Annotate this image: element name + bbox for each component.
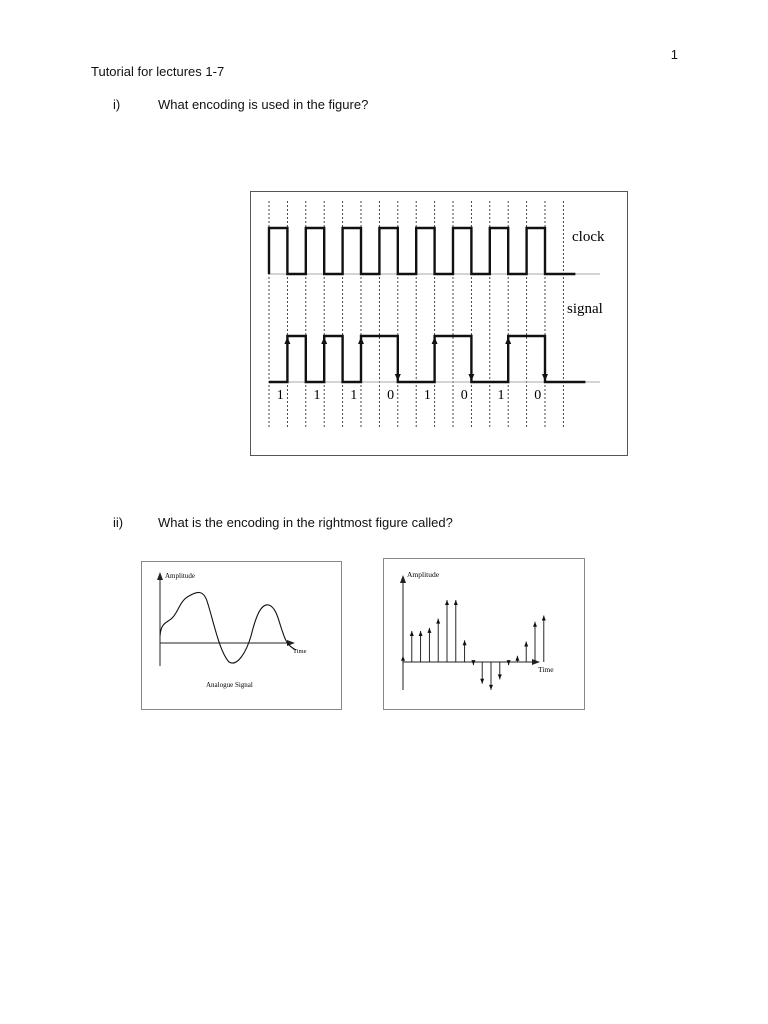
page-number: 1 bbox=[670, 47, 678, 62]
sampled-signal-plot bbox=[383, 558, 585, 710]
bit-label: 1 bbox=[276, 388, 284, 403]
analogue-caption: Analogue Signal bbox=[206, 681, 253, 689]
time-label: Time bbox=[538, 665, 554, 674]
analogue-signal-plot bbox=[141, 561, 342, 710]
tutorial-title: Tutorial for lectures 1-7 bbox=[91, 64, 225, 79]
question-1-number: i) bbox=[113, 97, 121, 112]
time-label: Time bbox=[293, 648, 307, 655]
amplitude-label: Amplitude bbox=[407, 570, 440, 579]
bit-label: 0 bbox=[387, 388, 395, 403]
question-2-number: ii) bbox=[113, 515, 124, 530]
signal-label: signal bbox=[567, 301, 603, 317]
question-2-text: What is the encoding in the rightmost figure called? bbox=[158, 515, 453, 530]
sampled-signal-figure bbox=[383, 558, 585, 710]
bit-label: 0 bbox=[460, 388, 468, 403]
question-1-text: What encoding is used in the figure? bbox=[158, 97, 369, 112]
timing-diagram-figure bbox=[250, 191, 628, 456]
bit-label: 0 bbox=[534, 388, 542, 403]
bit-label: 1 bbox=[497, 388, 505, 403]
analogue-signal-figure bbox=[141, 561, 342, 710]
timing-diagram bbox=[250, 191, 628, 456]
bit-label: 1 bbox=[350, 388, 358, 403]
amplitude-label: Amplitude bbox=[165, 572, 195, 580]
bit-label: 1 bbox=[313, 388, 321, 403]
bit-label: 1 bbox=[423, 388, 431, 403]
clock-label: clock bbox=[572, 229, 605, 245]
